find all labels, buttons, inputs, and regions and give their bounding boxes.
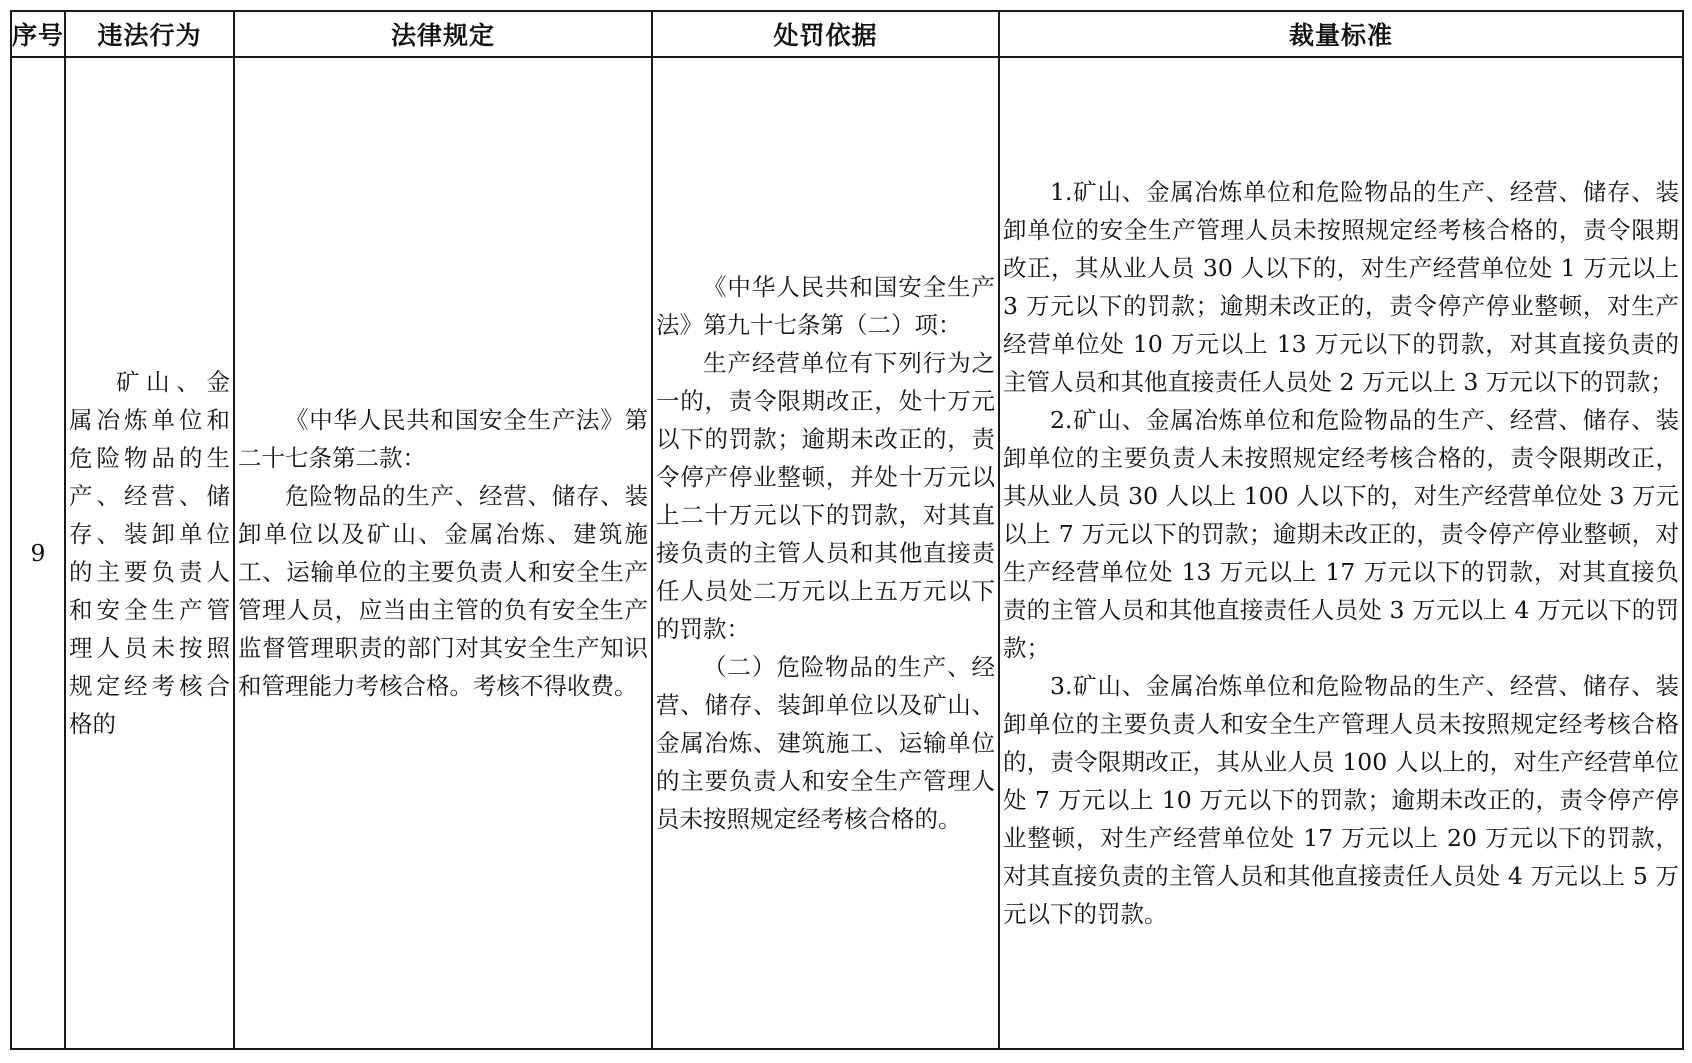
penalty-basis-item: （二）危险物品的生产、经营、储存、装卸单位以及矿山、金属冶炼、建筑施工、运输单位的主要负责人和安全生产管理人员未按照规定经考核合格的。	[656, 653, 995, 833]
cell-seq: 9	[11, 57, 65, 1049]
header-legal-provision: 法律规定	[234, 11, 652, 57]
legal-provision-citation: 《中华人民共和国安全生产法》第二十七条第二款：	[238, 406, 648, 472]
header-penalty-basis: 处罚依据	[652, 11, 999, 57]
table-header-row	[11, 11, 1683, 57]
legal-provision-text: 危险物品的生产、经营、储存、装卸单位以及矿山、金属冶炼、建筑施工、运输单位的主要负责人和安全生产管理人员，应当由主管的负有安全生产监督管理职责的部门对其安全生产知识和管理能力考核合格。考核不得收费。	[238, 482, 648, 700]
penalty-basis-text: 生产经营单位有下列行为之一的，责令限期改正，处十万元以下的罚款；逾期未改正的，责令停产停业整顿，并处十万元以上二十万元以下的罚款，对其直接负责的主管人员和其他直接责任人员处二万元以上五万元以下的罚款：	[656, 349, 995, 643]
header-violation: 违法行为	[65, 11, 234, 57]
violation-text: 矿山、金属冶炼单位和危险物品的生产、经营、储存、装卸单位的主要负责人和安全生产管理人员未按照规定经考核合格的	[69, 368, 230, 738]
discretion-item-3: 3.矿山、金属冶炼单位和危险物品的生产、经营、储存、装卸单位的主要负责人和安全生产管理人员未按照规定经考核合格的，责令限期改正，其从业人员 100 人以上的，对生产经营单位处 7 万元以上 10 万元以下的罚款；逾期未改正的，责令停产停业整顿，对生产经营单位处 17 万元以上 20 万元以下的罚款，对其直接负责的主管人员和其他直接责任人员处 4 万元以上 5 万元以下的罚款。	[1003, 672, 1679, 928]
cell-penalty-basis	[652, 57, 999, 1049]
cell-discretion-standard	[999, 57, 1683, 1049]
document-page	[10, 10, 1682, 1050]
cell-violation	[65, 57, 234, 1049]
header-seq: 序号	[11, 11, 65, 57]
discretion-item-1: 1.矿山、金属冶炼单位和危险物品的生产、经营、储存、装卸单位的安全生产管理人员未按照规定经考核合格的，责令限期改正，其从业人员 30 人以下的，对生产经营单位处 1 万元以上 3 万元以下的罚款；逾期未改正的，责令停产停业整顿，对生产经营单位处 10 万元以上 13 万元以下的罚款，对其直接负责的主管人员和其他直接责任人员处 2 万元以上 3 万元以下的罚款；	[1003, 178, 1679, 396]
table-row	[11, 57, 1683, 1049]
header-discretion-standard: 裁量标准	[999, 11, 1683, 57]
discretion-item-2: 2.矿山、金属冶炼单位和危险物品的生产、经营、储存、装卸单位的主要负责人未按照规定经考核合格的，责令限期改正，其从业人员 30 人以上 100 人以下的，对生产经营单位处 3 万元以上 7 万元以下的罚款；逾期未改正的，责令停产停业整顿，对生产经营单位处 13 万元以上 17 万元以下的罚款，对其直接负责的主管人员和其他直接责任人员处 3 万元以上 4 万元以下的罚款；	[1003, 406, 1679, 662]
penalty-basis-citation: 《中华人民共和国安全生产法》第九十七条第（二）项：	[656, 273, 995, 339]
cell-legal-provision	[234, 57, 652, 1049]
penalty-discretion-table	[10, 10, 1684, 1050]
